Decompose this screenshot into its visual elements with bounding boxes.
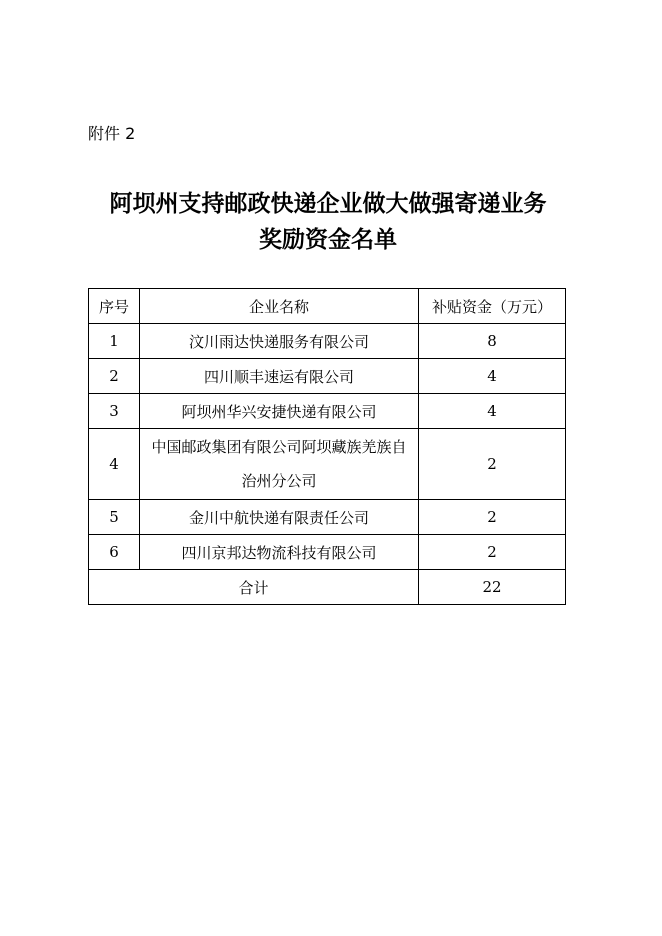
header-name: 企业名称 <box>140 289 419 324</box>
row-no: 1 <box>89 324 140 359</box>
total-row <box>89 570 566 605</box>
row-amount: 2 <box>419 500 566 535</box>
attachment-label: 附件 2 <box>88 124 136 143</box>
row-amount: 8 <box>419 324 566 359</box>
document-title <box>88 186 568 258</box>
total-label: 合计 <box>89 570 419 605</box>
table-row <box>89 535 566 570</box>
row-no: 4 <box>89 429 140 500</box>
row-no: 6 <box>89 535 140 570</box>
award-table <box>88 288 566 605</box>
row-name-cell <box>140 429 419 500</box>
row-amount: 2 <box>419 429 566 500</box>
row-amount: 4 <box>419 394 566 429</box>
row-name: 中国邮政集团有限公司阿坝藏族羌族自治州分公司 <box>151 438 407 490</box>
row-name: 金川中航快递有限责任公司 <box>140 500 419 535</box>
row-no: 2 <box>89 359 140 394</box>
row-name: 四川顺丰速运有限公司 <box>140 359 419 394</box>
table-header-row <box>89 289 566 324</box>
row-name: 汶川雨达快递服务有限公司 <box>140 324 419 359</box>
title-line-2: 奖励资金名单 <box>259 227 397 253</box>
row-amount: 4 <box>419 359 566 394</box>
header-amount: 补贴资金（万元） <box>419 289 566 324</box>
table-row <box>89 359 566 394</box>
row-amount: 2 <box>419 535 566 570</box>
row-name: 阿坝州华兴安捷快递有限公司 <box>140 394 419 429</box>
row-no: 5 <box>89 500 140 535</box>
header-no: 序号 <box>89 289 140 324</box>
title-line-1: 阿坝州支持邮政快递企业做大做强寄递业务 <box>109 191 547 217</box>
table-row <box>89 429 566 500</box>
row-name: 四川京邦达物流科技有限公司 <box>140 535 419 570</box>
table-row <box>89 394 566 429</box>
row-no: 3 <box>89 394 140 429</box>
table-row <box>89 324 566 359</box>
total-amount: 22 <box>419 570 566 605</box>
table-row <box>89 500 566 535</box>
